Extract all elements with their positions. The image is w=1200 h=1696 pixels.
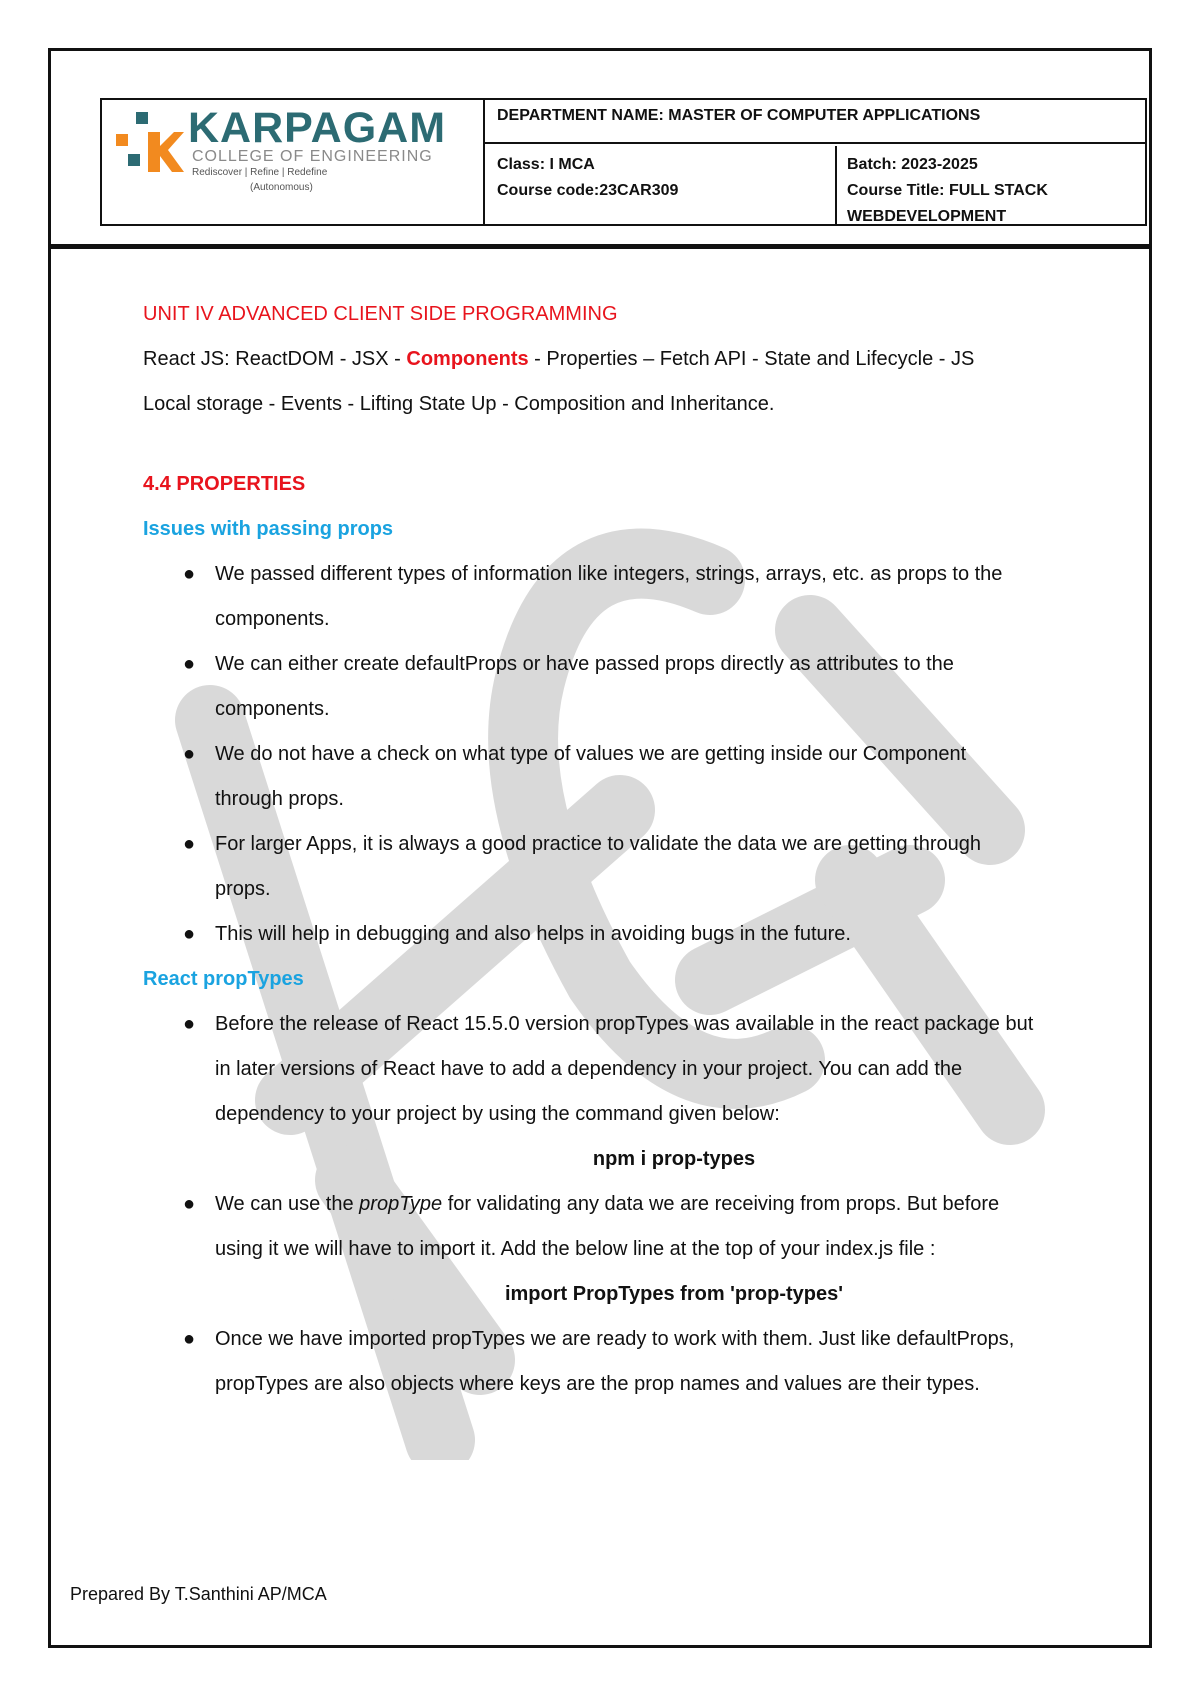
issues-heading: Issues with passing props	[143, 518, 394, 540]
syllabus-line-2: Local storage - Events - Lifting State Up - Composition and Inheritance.	[143, 393, 775, 415]
list-item: ● Once we have imported propTypes we are ready to work with them. Just like defaultProps, propTypes are also objects where keys are the prop names and values are their types.	[183, 1328, 1015, 1395]
department-name: DEPARTMENT NAME: MASTER OF COMPUTER APPLICATIONS	[485, 100, 1145, 144]
list-item: ● We can use the propType for validating any data we are receiving from props. But before using it we will have to import it. Add the below line at the top of your index.js file :	[183, 1193, 1000, 1260]
syllabus-post: - Properties – Fetch API - State and Lifecycle - JS	[528, 348, 975, 370]
list-item: ● We passed different types of information like integers, strings, arrays, etc. as props to the components.	[183, 563, 1003, 630]
section-title: 4.4 PROPERTIES	[143, 473, 306, 495]
proptypes-heading: React propTypes	[143, 968, 304, 990]
list-item: ● We can either create defaultProps or have passed props directly as attributes to the components.	[183, 653, 954, 720]
proptype-emphasis: propType	[359, 1193, 443, 1215]
course-title-line1: Course Title: FULL STACK	[847, 182, 1048, 199]
header-divider	[48, 244, 1152, 249]
unit-title: UNIT IV ADVANCED CLIENT SIDE PROGRAMMING	[143, 303, 618, 325]
list-item: ● For larger Apps, it is always a good practice to validate the data we are getting through props.	[183, 833, 981, 900]
batch-cell	[839, 146, 1145, 224]
header-table	[100, 98, 1147, 226]
logo-autonomous: (Autonomous)	[250, 182, 313, 193]
page-content	[143, 292, 1133, 1407]
footer-prepared-by: Prepared By T.Santhini AP/MCA	[70, 1584, 327, 1604]
syllabus-pre: React JS: ReactDOM - JSX -	[143, 348, 407, 370]
course-code: Course code:23CAR309	[497, 182, 679, 199]
syllabus-highlight: Components	[406, 348, 529, 370]
logo-subtitle: COLLEGE OF ENGINEERING	[192, 148, 433, 165]
list-item: ● We do not have a check on what type of values we are getting inside our Component through props.	[183, 743, 967, 810]
syllabus-line-1	[143, 337, 1133, 382]
class-cell	[485, 146, 837, 224]
course-title-line2: WEBDEVELOPMENT	[847, 208, 1007, 225]
list-item: ● Before the release of React 15.5.0 version propTypes was available in the react package but in later versions of React have to add a dependency in your project. You can add the dependency to your project by using the command given below:	[183, 1013, 1034, 1125]
logo-name: KARPAGAM	[188, 104, 447, 152]
batch-label: Batch: 2023-2025	[847, 156, 978, 173]
install-command: npm i prop-types	[592, 1148, 756, 1170]
logo-cell	[102, 100, 485, 224]
college-logo-icon	[114, 110, 184, 180]
issues-list	[143, 552, 1133, 957]
proptypes-list	[143, 1002, 1133, 1137]
class-label: Class: I MCA	[497, 156, 595, 173]
list-item: ● This will help in debugging and also helps in avoiding bugs in the future.	[183, 923, 851, 945]
import-statement: import PropTypes from 'prop-types'	[504, 1283, 844, 1305]
logo-tagline: Rediscover | Refine | Redefine	[192, 167, 328, 178]
